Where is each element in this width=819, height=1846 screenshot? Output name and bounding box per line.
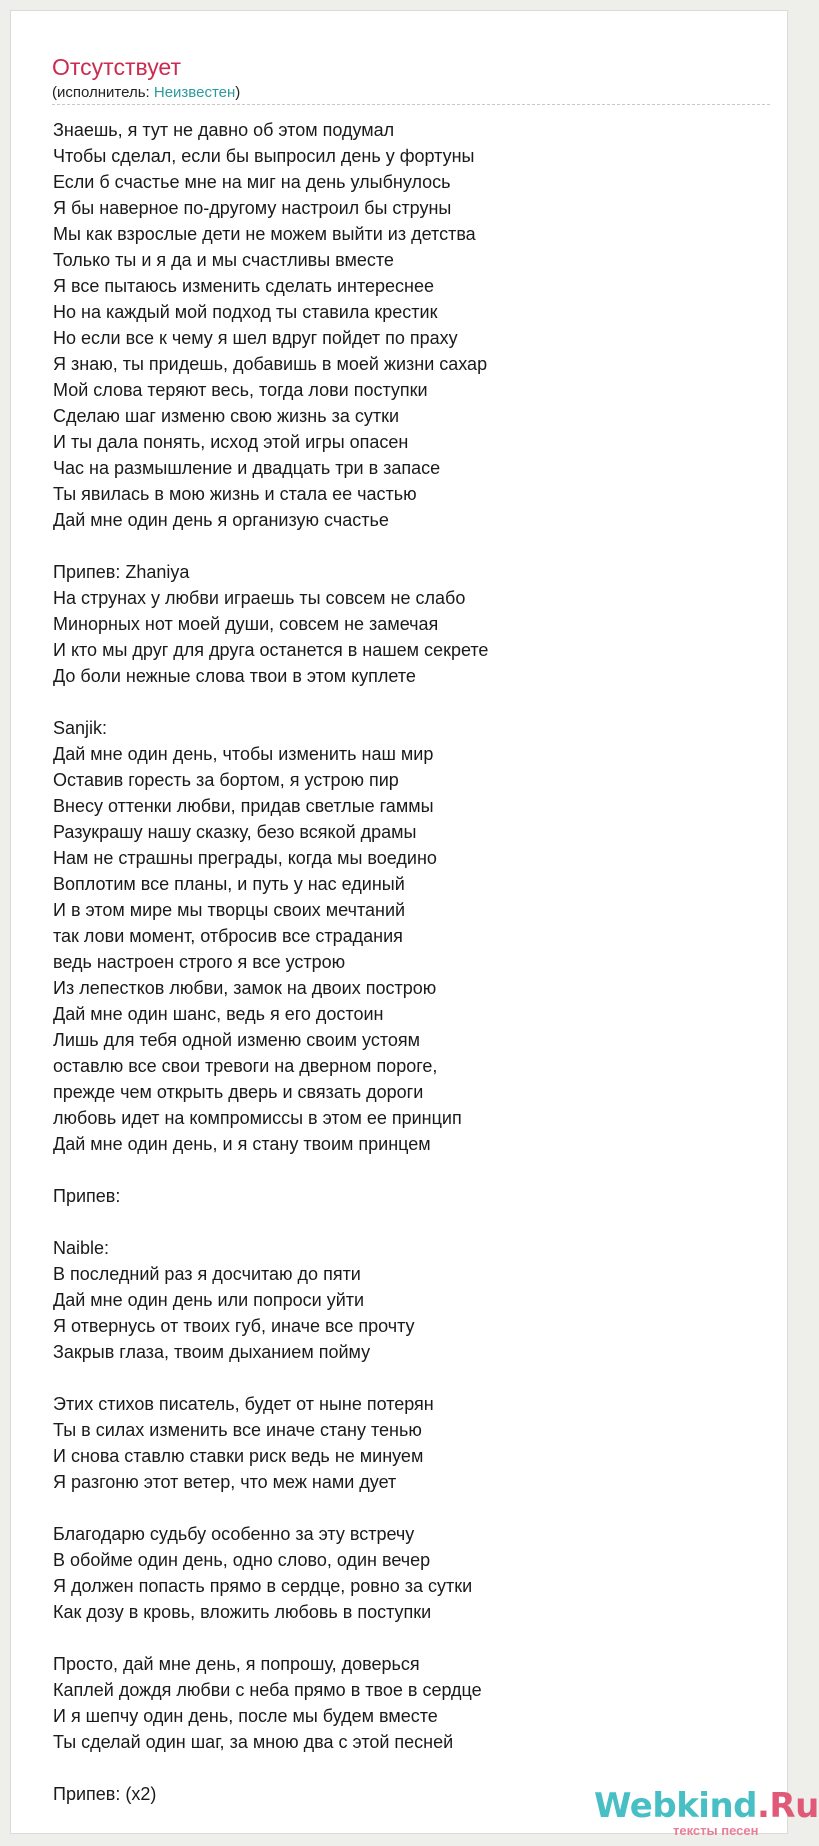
artist-suffix: ) [235,84,241,101]
lyric-stanza [53,1183,773,1209]
lyrics-body [53,117,773,1833]
logo-tld: .Ru [757,1786,819,1826]
lyric-line: Дай мне один день, и я стану твоим принцем [53,1134,431,1154]
lyric-line: До боли нежные слова твои в этом куплете [53,666,416,686]
lyric-line: В последний раз я досчитаю до пяти [53,1264,361,1284]
lyric-line: Дай мне один день я организую счастье [53,510,389,530]
lyric-stanza [53,559,773,689]
lyric-line: Но на каждый мой подход ты ставила крестик [53,302,438,322]
lyric-line: Ты в силах изменить все иначе стану тенью [53,1420,422,1440]
logo-wordmark [594,1786,819,1826]
artist-link[interactable]: Неизвестен [153,84,236,101]
lyric-stanza [53,1521,773,1625]
lyric-stanza [53,715,773,1157]
lyric-line: Если б счастье мне на миг на день улыбнулось [53,172,451,192]
lyric-line: Знаешь, я тут не давно об этом подумал [53,120,395,140]
lyric-line: На струнах у любви играешь ты совсем не слабо [53,588,466,608]
lyric-line: Ты явилась в мою жизнь и стала ее частью [53,484,417,504]
song-title: Отсутствует [52,54,181,80]
lyric-line: И я шепчу один день, после мы будем вместе [53,1706,438,1726]
lyric-line: Я знаю, ты придешь, добавишь в моей жизни сахар [53,354,488,374]
lyric-stanza [53,1235,773,1365]
lyric-line: Из лепестков любви, замок на двоих построю [53,978,437,998]
lyric-line: Naible: [53,1238,110,1258]
lyric-line: В обойме один день, одно слово, один вечер [53,1550,431,1570]
lyric-line: Чтобы сделал, если бы выпросил день у фортуны [53,146,475,166]
lyric-line: оставлю все свои тревоги на дверном пороге, [53,1056,438,1076]
lyric-stanza [53,1391,773,1495]
lyric-line: И в этом мире мы творцы своих мечтаний [53,900,406,920]
lyric-line: Ты сделай один шаг, за мною два с этой песней [53,1732,454,1752]
lyric-line: Минорных нот моей души, совсем не замечая [53,614,439,634]
lyric-line: Воплотим все планы, и путь у нас единый [53,874,405,894]
lyric-line: Мой слова теряют весь, тогда лови поступки [53,380,428,400]
lyric-line: Я разгоню этот ветер, что меж нами дует [53,1472,397,1492]
lyric-line: Этих стихов писатель, будет от ныне потерян [53,1394,434,1414]
lyric-line: Час на размышление и двадцать три в запасе [53,458,441,478]
title-divider [52,104,770,105]
lyric-line: Просто, дай мне день, я попрошу, доверься [53,1654,420,1674]
lyric-line: Я бы наверное по-другому настроил бы струны [53,198,452,218]
lyric-line: Лишь для тебя одной изменю своим устоям [53,1030,420,1050]
site-logo[interactable] [594,1786,819,1838]
lyric-line: Sanjik: [53,718,108,738]
lyric-line: прежде чем открыть дверь и связать дороги [53,1082,424,1102]
logo-name: Webkind [594,1786,757,1826]
lyric-line: И ты дала понять, исход этой игры опасен [53,432,409,452]
lyric-line: Но если все к чему я шел вдруг пойдет по праху [53,328,458,348]
lyric-line: Разукрашу нашу сказку, безо всякой драмы [53,822,417,842]
lyric-line: Дай мне один день, чтобы изменить наш мир [53,744,434,764]
page-card [10,10,819,1838]
lyric-line: Дай мне один день или попроси уйти [53,1290,365,1310]
lyric-line: И кто мы друг для друга останется в нашем секрете [53,640,489,660]
lyric-line: Как дозу в кровь, вложить любовь в поступки [53,1602,432,1622]
lyric-line: Припев: Zhaniya [53,562,190,582]
lyric-line: Я отвернусь от твоих губ, иначе все прочту [53,1316,415,1336]
lyric-stanza [53,1651,773,1755]
lyric-line: Внесу оттенки любви, придав светлые гаммы [53,796,434,816]
lyric-line: Дай мне один шанс, ведь я его достоин [53,1004,384,1024]
lyric-line: любовь идет на компромиссы в этом ее принцип [53,1108,462,1128]
lyric-stanza [53,117,773,533]
logo-tagline: тексты песен [673,1823,759,1838]
lyric-line: ведь настроен строго я все устрою [53,952,346,972]
lyric-line: Только ты и я да и мы счастливы вместе [53,250,394,270]
lyric-line: И снова ставлю ставки риск ведь не минуем [53,1446,424,1466]
lyric-line: Нам не страшны преграды, когда мы воедино [53,848,437,868]
artist-line [52,83,240,103]
lyric-line: Мы как взрослые дети не можем выйти из детства [53,224,476,244]
lyric-line: Я должен попасть прямо в сердце, ровно за сутки [53,1576,473,1596]
lyric-line: Сделаю шаг изменю свою жизнь за сутки [53,406,400,426]
lyric-line: Припев: [53,1186,121,1206]
lyric-line: Каплей дождя любви с неба прямо в твое в сердце [53,1680,482,1700]
lyric-line: Закрыв глаза, твоим дыханием пойму [53,1342,371,1362]
lyric-line: Благодарю судьбу особенно за эту встречу [53,1524,415,1544]
lyric-line: так лови момент, отбросив все страдания [53,926,403,946]
lyric-line: Припев: (x2) [53,1784,157,1804]
artist-prefix: (исполнитель: [52,84,154,101]
lyric-line: Я все пытаюсь изменить сделать интереснее [53,276,434,296]
lyric-line: Оставив горесть за бортом, я устрою пир [53,770,399,790]
